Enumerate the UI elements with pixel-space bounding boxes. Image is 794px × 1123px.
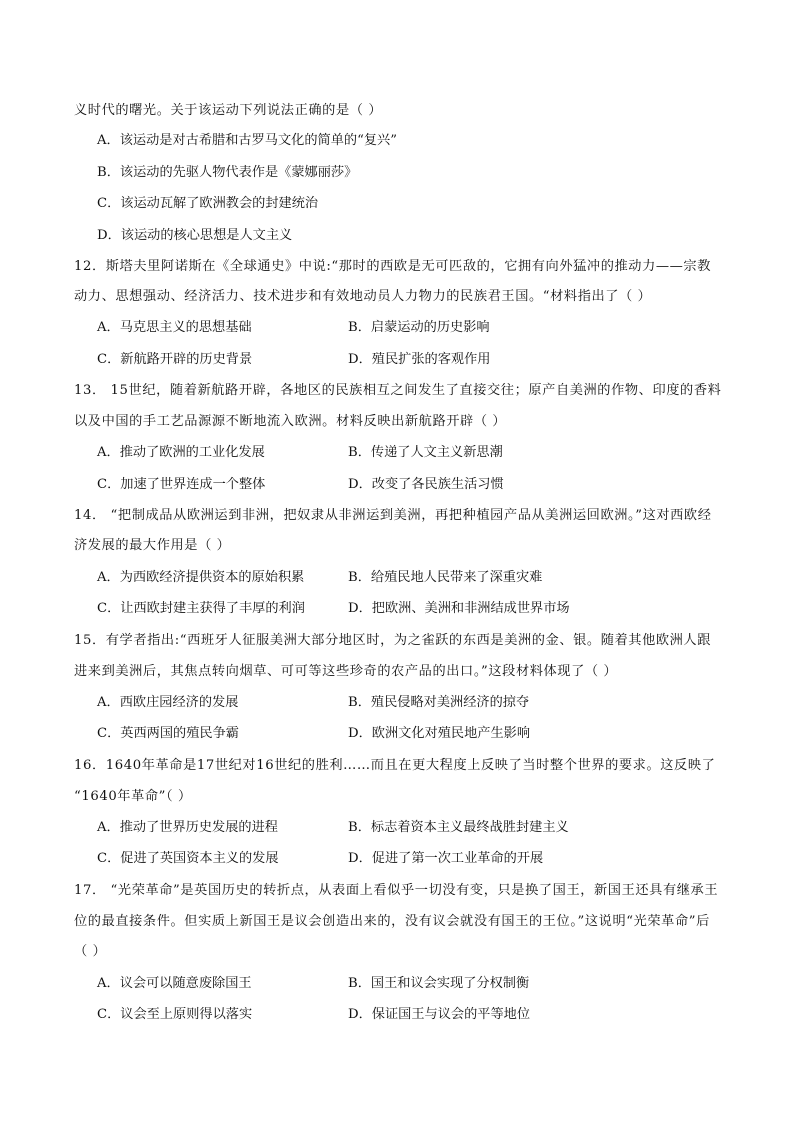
question-17-option-b: B．国王和议会实现了分权制衡 [348,976,530,991]
question-13-option-c: C．加速了世界连成一个整体 [97,477,266,492]
question-13-option-d: D．改变了各民族生活习惯 [348,477,504,492]
question-17-stem-line: 17． “光荣革命”是英国历史的转折点，从表面上看似乎一切没有变，只是换了国王，新国王还具有继承王 [74,883,719,898]
question-12-stem-line: 12．斯塔夫里阿诺斯在《全球通史》中说:“那时的西欧是无可匹敌的，它拥有向外猛冲的推动力——宗教 [74,259,712,274]
question-15-option-c: C．英西两国的殖民争霸 [97,726,239,741]
question-14-option-b: B．给殖民地人民带来了深重灾难 [348,570,543,585]
question-16-stem-line: “1640年革命”（ ） [74,789,192,804]
question-17-option-d: D．保证国王与议会的平等地位 [348,1007,531,1022]
question-13-option-b: B．传递了人文主义新思潮 [348,445,503,460]
question-14-stem-line: 14． “把制成品从欧洲运到非洲，把奴隶从非洲运到美洲，再把种植园产品从美洲运回欧洲。”这对西欧经 [74,508,712,523]
question-12-option-c: C．新航路开辟的历史背景 [97,352,253,367]
question-15-stem-line: 15．有学者指出:“西班牙人征服美洲大部分地区时，为之雀跃的东西是美洲的金、银。随着其他欧洲人跟 [74,633,712,648]
question-11-option-a: A．该运动是对古希腊和古罗马文化的简单的“复兴” [97,133,397,148]
question-14-option-d: D．把欧洲、美洲和非洲结成世界市场 [348,601,570,616]
question-15-option-d: D．欧洲文化对殖民地产生影响 [348,726,531,741]
question-12-option-a: A．马克思主义的思想基础 [97,320,252,335]
question-17-stem-line: 位的最直接条件。但实质上新国王是议会创造出来的，没有议会就没有国王的王位。”这说明“光荣革命”后 [74,914,710,929]
question-11-option-c: C．该运动瓦解了欧洲教会的封建统治 [97,196,319,211]
question-15-option-b: B．殖民侵略对美洲经济的掠夺 [348,695,530,710]
question-16-option-d: D．促进了第一次工业革命的开展 [348,851,544,866]
question-15-stem-line: 进来到美洲后，其焦点转向烟草、可可等这些珍奇的农产品的出口。”这段材料体现了（ ） [74,664,618,679]
question-14-option-c: C．让西欧封建主获得了丰厚的利润 [97,601,305,616]
question-17-option-c: C．议会至上原则得以落实 [97,1007,253,1022]
question-12-option-d: D．殖民扩张的客观作用 [348,352,491,367]
question-16-stem-line: 16．1640年革命是17世纪对16世纪的胜利……而且在更大程度上反映了当时整个世界的要求。这反映了 [74,758,716,773]
question-11-option-b: B．该运动的先驱人物代表作是《蒙娜丽莎》 [97,165,358,180]
question-13-stem-line: 13． 15世纪，随着新航路开辟，各地区的民族相互之间发生了直接交往；原产自美洲的作物、印度的香料 [74,383,722,398]
question-11-option-d: D．该运动的核心思想是人文主义 [97,228,293,243]
question-13-stem-line: 以及中国的手工艺品源源不断地流入欧洲。材料反映出新航路开辟（ ） [74,414,507,429]
question-17-option-a: A．议会可以随意废除国王 [97,976,252,991]
question-16-option-a: A．推动了世界历史发展的进程 [97,820,278,835]
question-11-stem-line: 义时代的曙光。关于该运动下列说法正确的是（ ） [74,103,383,118]
question-15-option-a: A．西欧庄园经济的发展 [97,695,239,710]
question-13-option-a: A．推动了欧洲的工业化发展 [97,445,265,460]
question-16-option-b: B．标志着资本主义最终战胜封建主义 [348,820,569,835]
question-14-stem-line: 济发展的最大作用是（ ） [74,538,231,553]
question-14-option-a: A．为西欧经济提供资本的原始积累 [97,570,305,585]
question-16-option-c: C．促进了英国资本主义的发展 [97,851,279,866]
question-12-option-b: B．启蒙运动的历史影响 [348,320,490,335]
question-12-stem-line: 动力、思想强动、经济活力、技术进步和有效地动员人力物力的民族君王国。“材料指出了（ ） [74,289,652,304]
question-17-stem-line: （ ） [74,944,107,959]
